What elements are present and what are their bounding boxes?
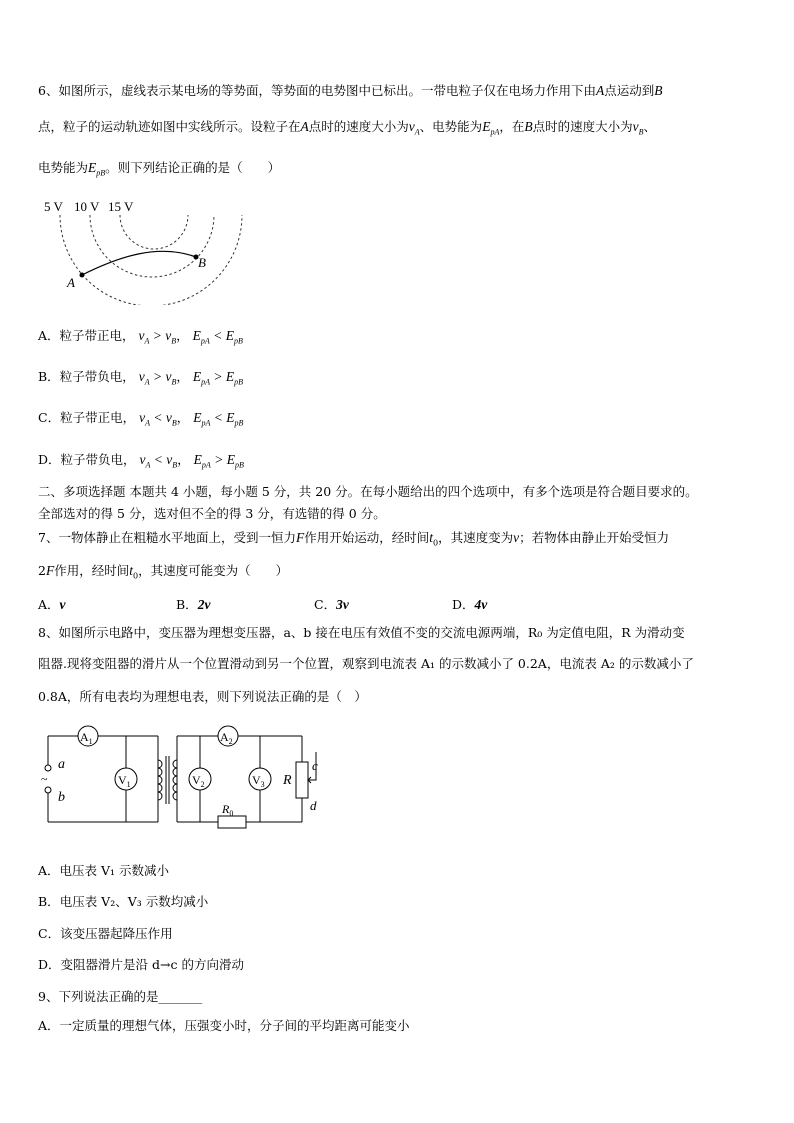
equipotential-figure — [38, 195, 278, 305]
equipotential-15v — [120, 215, 188, 249]
svg-text:R0: $R_0$ — [222, 802, 234, 818]
q6-option-b: B．粒子带负电， $v_A > v_B$， $E_{pA} > E_{pB}$ — [38, 369, 243, 387]
q8-option-b: B．电压表 V₂、V₃ 示数均减小 — [38, 894, 209, 909]
q6-line3: 电势能为$E_{pB}$。则下列结论正确的是（ ） — [38, 160, 281, 178]
q8-option-c: C．该变压器起降压作用 — [38, 926, 173, 941]
label-15v: 15 V — [108, 199, 134, 214]
point-a — [80, 273, 85, 278]
svg-text:B: B — [198, 255, 206, 270]
q7-line2: 2F作用，经时间$t_0$，其速度可能变为（ ） — [38, 563, 289, 581]
q8-line3: 0.8A，所有电表均为理想电表，则下列说法正确的是（ ） — [38, 689, 367, 704]
q6-line1: 6、如图所示，虚线表示某电场的等势面，等势面的电势图中已标出。一带电粒子仅在电场力作用下由A点运动到B — [38, 83, 663, 98]
label-5v: 5 V — [44, 199, 63, 214]
svg-text:A1: $A_1$ — [80, 730, 93, 746]
q7-line1: 7、一物体静止在粗糙水平地面上，受到一恒力F作用开始运动，经时间$t_0$，其速度变为v；若物体由静止开始受恒力 — [38, 530, 670, 548]
svg-text:A: A — [67, 275, 75, 290]
terminal-b — [45, 787, 51, 793]
q7-option-a: A．v — [38, 597, 66, 612]
q8-line2: 阻器.现将变阻器的滑片从一个位置滑动到另一个位置，观察到电流表 A₁ 的示数减小了 0.2A，电流表 A₂ 的示数减小了 — [38, 656, 694, 671]
label-d: d — [310, 798, 317, 813]
svg-text:~: ~ — [41, 772, 48, 786]
q8-option-a: A．电压表 V₁ 示数减小 — [38, 863, 170, 878]
svg-text:a: a — [58, 757, 65, 772]
q6-option-c: C．粒子带正电， $v_A < v_B$， $E_{pA} < E_{pB}$ — [38, 410, 244, 428]
q6-option-d: D．粒子带负电， $v_A < v_B$， $E_{pA} > E_{pB}$ — [38, 452, 244, 470]
label-c: c — [312, 758, 318, 773]
q9-line1: 9、下列说法正确的是_______ — [38, 989, 203, 1004]
q9-option-a: A．一定质量的理想气体，压强变小时，分子间的平均距离可能变小 — [38, 1018, 410, 1033]
q7-option-d: D．4v — [452, 597, 488, 612]
svg-text:b: b — [58, 790, 65, 805]
q7-options — [38, 595, 758, 613]
equipotential-5v — [60, 215, 242, 305]
svg-text:V3: $V_3$ — [252, 773, 265, 789]
q6-option-a: A．粒子带正电， $v_A > v_B$， $E_{pA} < E_{pB}$ — [38, 328, 243, 346]
label-10v: 10 V — [74, 199, 100, 214]
q7-option-b: B．2v — [176, 597, 211, 612]
q6-line2: 点，粒子的运动轨迹如图中实线所示。设粒子在A点时的速度大小为$v_A$、电势能为$E_{pA}$，在B点时的速度大小为$v_B$、 — [38, 119, 657, 137]
q8-line1: 8、如图所示电路中，变压器为理想变压器，a、b 接在电压有效值不变的交流电源两端，R₀ 为定值电阻，R 为滑动变 — [38, 625, 685, 640]
svg-text:V2: $V_2$ — [192, 773, 205, 789]
label-r: R — [283, 773, 292, 788]
q8-option-d: D．变阻器滑片是沿 d→c 的方向滑动 — [38, 957, 244, 972]
terminal-a — [45, 765, 51, 771]
section2-line1: 二、多项选择题 本题共 4 小题，每小题 5 分，共 20 分。在每小题给出的四个选项中，有多个选项是符合题目要求的。 — [38, 484, 698, 499]
section2-line2: 全部选对的得 5 分，选对但不全的得 3 分，有选错的得 0 分。 — [38, 506, 386, 521]
particle-trajectory — [82, 251, 196, 275]
svg-text:A2: $A_2$ — [220, 730, 233, 746]
equipotential-10v — [90, 215, 214, 277]
q7-option-c: C．3v — [314, 597, 349, 612]
svg-text:V1: $V_1$ — [118, 773, 131, 789]
transformer-circuit — [38, 718, 338, 836]
